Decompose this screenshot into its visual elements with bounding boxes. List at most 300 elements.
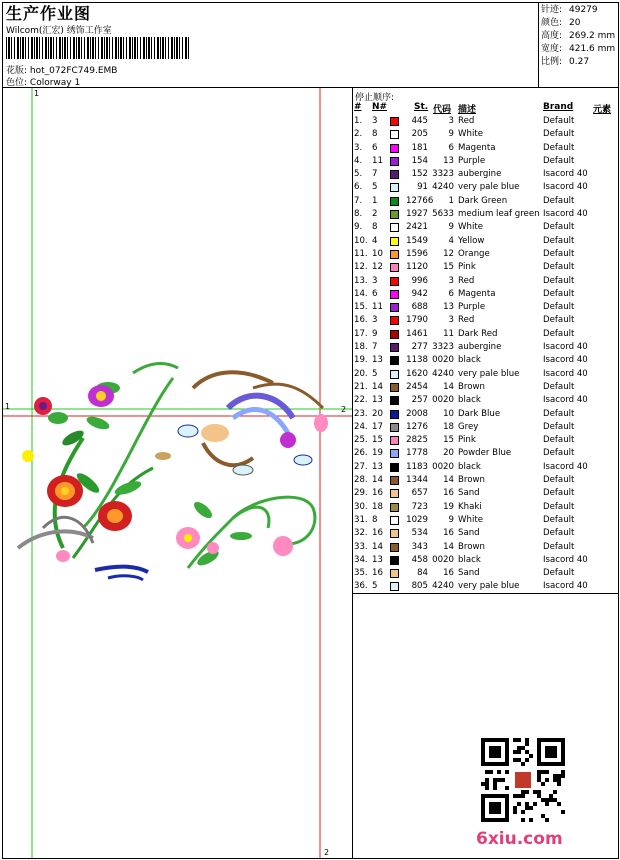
thread-code: 9	[448, 514, 454, 525]
needle-number: 9	[372, 328, 378, 339]
needle-number: 6	[372, 288, 378, 299]
table-row	[354, 514, 620, 527]
needle-number: 20	[372, 408, 383, 419]
thread-description: Khaki	[458, 501, 482, 512]
thread-description: Brown	[458, 475, 485, 486]
table-row	[354, 421, 620, 434]
thread-code: 9	[448, 222, 454, 233]
row-index: 27.	[354, 461, 368, 472]
thread-code: 0020	[432, 554, 454, 565]
guide-label-v2: 2	[324, 848, 330, 857]
color-swatch	[390, 183, 399, 192]
needle-number: 14	[372, 381, 383, 392]
row-index: 33.	[354, 541, 368, 552]
thread-brand: Default	[543, 315, 575, 326]
site-logo: 6xiu.com	[476, 829, 563, 849]
table-row	[354, 501, 620, 514]
row-index: 8.	[354, 209, 363, 220]
stitch-count: 2454	[406, 381, 428, 392]
needle-number: 18	[372, 501, 383, 512]
thread-description: Purple	[458, 155, 486, 166]
thread-description: Pink	[458, 435, 476, 446]
table-row	[354, 155, 620, 168]
color-swatch	[390, 516, 399, 525]
table-row	[354, 208, 620, 221]
stitch-count: 657	[411, 488, 428, 499]
thread-brand: Default	[543, 381, 575, 392]
thread-description: Dark Green	[458, 195, 508, 206]
needle-number: 5	[372, 581, 378, 592]
thread-description: Red	[458, 275, 475, 286]
thread-code: 4240	[432, 581, 454, 592]
stitch-count: 154	[411, 155, 428, 166]
thread-description: medium leaf green	[458, 209, 540, 220]
thread-brand: Default	[543, 248, 575, 259]
stitch-count: 1461	[406, 328, 428, 339]
thread-description: aubergine	[458, 169, 502, 180]
row-index: 36.	[354, 581, 368, 592]
table-row	[354, 447, 620, 460]
row-index: 10.	[354, 235, 368, 246]
stitch-count: 91	[417, 182, 428, 193]
stat-width: 宽度: 421.6 mm	[541, 44, 616, 54]
color-swatch	[390, 343, 399, 352]
guide-label-v1: 1	[34, 89, 40, 98]
color-swatch	[390, 250, 399, 259]
color-swatch	[390, 330, 399, 339]
row-index: 25.	[354, 435, 368, 446]
table-row	[354, 314, 620, 327]
thread-brand: Isacord 40	[543, 581, 588, 592]
thread-brand: Default	[543, 262, 575, 273]
thread-brand: Default	[543, 421, 575, 432]
thread-brand: Default	[543, 142, 575, 153]
needle-number: 11	[372, 302, 383, 313]
row-index: 30.	[354, 501, 368, 512]
color-swatch	[390, 436, 399, 445]
thread-brand: Default	[543, 488, 575, 499]
stitch-count: 152	[411, 169, 428, 180]
stitch-count: 2008	[406, 408, 428, 419]
table-row	[354, 341, 620, 354]
colorway-name: Colorway 1	[29, 78, 81, 88]
needle-number: 3	[372, 275, 378, 286]
thread-brand: Default	[543, 448, 575, 459]
stitch-count: 343	[411, 541, 428, 552]
row-index: 21.	[354, 381, 368, 392]
stitch-count: 2825	[406, 435, 428, 446]
row-index: 18.	[354, 342, 368, 353]
color-swatch	[390, 556, 399, 565]
color-swatch	[390, 197, 399, 206]
needle-number: 7	[372, 169, 378, 180]
needle-number: 16	[372, 568, 383, 579]
color-swatch	[390, 582, 399, 591]
stitch-count: 181	[411, 142, 428, 153]
row-index: 12.	[354, 262, 368, 273]
color-swatch	[390, 463, 399, 472]
thread-description: Red	[458, 315, 475, 326]
table-row	[354, 527, 620, 540]
thread-description: Brown	[458, 381, 485, 392]
colorway-line	[6, 75, 80, 88]
stitch-count: 1620	[406, 368, 428, 379]
design-canvas	[3, 88, 352, 858]
table-row	[354, 115, 620, 128]
row-index: 23.	[354, 408, 368, 419]
color-swatch	[390, 370, 399, 379]
thread-description: Pink	[458, 262, 476, 273]
row-index: 11.	[354, 248, 368, 259]
thread-brand: Default	[543, 302, 575, 313]
col-header-code: 代码	[433, 105, 452, 115]
row-index: 6.	[354, 182, 363, 193]
table-row	[354, 288, 620, 301]
thread-code: 6	[448, 288, 454, 299]
row-index: 24.	[354, 421, 368, 432]
table-row	[354, 434, 620, 447]
thread-code: 20	[443, 448, 454, 459]
stitch-count: 12766	[406, 195, 434, 206]
color-swatch	[390, 157, 399, 166]
color-swatch	[390, 316, 399, 325]
needle-number: 8	[372, 129, 378, 140]
thread-description: Sand	[458, 528, 480, 539]
stitch-count: 458	[411, 554, 428, 565]
row-index: 1.	[354, 116, 363, 126]
color-swatch	[390, 356, 399, 365]
row-index: 20.	[354, 368, 368, 379]
stitch-count: 1276	[406, 421, 428, 432]
stitch-count: 723	[411, 501, 428, 512]
thread-code: 4	[448, 235, 454, 246]
stitch-count: 1344	[406, 475, 428, 486]
thread-brand: Default	[543, 514, 575, 525]
thread-brand: Isacord 40	[543, 395, 588, 406]
needle-number: 5	[372, 182, 378, 193]
thread-code: 10	[443, 408, 454, 419]
thread-brand: Default	[543, 275, 575, 286]
stitch-count: 445	[411, 116, 428, 126]
thread-brand: Default	[543, 528, 575, 539]
thread-description: Brown	[458, 541, 485, 552]
thread-code: 15	[443, 435, 454, 446]
thread-brand: Default	[543, 116, 575, 126]
table-row	[354, 474, 620, 487]
thread-code: 13	[443, 302, 454, 313]
thread-code: 9	[448, 129, 454, 140]
thread-code: 14	[443, 475, 454, 486]
thread-brand: Default	[543, 568, 575, 579]
needle-number: 13	[372, 395, 383, 406]
stitch-count: 805	[411, 581, 428, 592]
color-swatch	[390, 263, 399, 272]
thread-brand: Default	[543, 328, 575, 339]
thread-description: Yellow	[458, 235, 485, 246]
color-swatch	[390, 489, 399, 498]
row-index: 17.	[354, 328, 368, 339]
thread-brand: Default	[543, 541, 575, 552]
thread-description: Purple	[458, 302, 486, 313]
stop-sequence-list	[354, 115, 620, 594]
col-header-description: 描述	[458, 105, 477, 115]
thread-description: Magenta	[458, 142, 496, 153]
stat-colors: 颜色: 20	[541, 18, 581, 28]
row-index: 4.	[354, 155, 363, 166]
stitch-count: 1596	[406, 248, 428, 259]
col-header-brand: Brand	[543, 102, 574, 112]
row-index: 22.	[354, 395, 368, 406]
thread-brand: Isacord 40	[543, 368, 588, 379]
qr-code	[481, 738, 565, 822]
thread-description: White	[458, 514, 483, 525]
thread-brand: Isacord 40	[543, 209, 588, 220]
color-swatch	[390, 569, 399, 578]
thread-code: 11	[443, 328, 454, 339]
table-row	[354, 235, 620, 248]
table-row	[354, 461, 620, 474]
stop-sequence-title: 停止顺序:	[355, 93, 395, 103]
thread-code: 13	[443, 155, 454, 166]
thread-brand: Isacord 40	[543, 342, 588, 353]
color-swatch	[390, 476, 399, 485]
thread-brand: Default	[543, 288, 575, 299]
thread-description: Red	[458, 116, 475, 126]
needle-number: 12	[372, 262, 383, 273]
thread-code: 18	[443, 421, 454, 432]
stat-stitches: 针迹: 49279	[541, 5, 598, 15]
table-row	[354, 248, 620, 261]
thread-brand: Isacord 40	[543, 554, 588, 565]
thread-code: 14	[443, 381, 454, 392]
table-row	[354, 275, 620, 288]
colorway-label: 色位:	[6, 78, 28, 88]
thread-description: Dark Blue	[458, 408, 501, 419]
stitch-count: 1120	[406, 262, 428, 273]
thread-code: 15	[443, 262, 454, 273]
barcode	[6, 37, 190, 59]
needle-number: 14	[372, 475, 383, 486]
thread-code: 16	[443, 568, 454, 579]
thread-brand: Default	[543, 435, 575, 446]
table-row	[354, 394, 620, 407]
stitch-count: 996	[411, 275, 428, 286]
row-index: 26.	[354, 448, 368, 459]
col-header-stitches: St.	[414, 102, 429, 112]
color-swatch	[390, 396, 399, 405]
thread-code: 16	[443, 528, 454, 539]
thread-code: 0020	[432, 395, 454, 406]
stitch-count: 534	[411, 528, 428, 539]
row-index: 14.	[354, 288, 368, 299]
row-index: 31.	[354, 514, 368, 525]
table-row	[354, 567, 620, 580]
panel-divider	[352, 88, 353, 859]
color-swatch	[390, 529, 399, 538]
thread-brand: Default	[543, 129, 575, 140]
thread-brand: Isacord 40	[543, 461, 588, 472]
row-index: 3.	[354, 142, 363, 153]
thread-description: black	[458, 461, 481, 472]
color-swatch	[390, 543, 399, 552]
table-row	[354, 381, 620, 394]
needle-number: 8	[372, 222, 378, 233]
thread-code: 1	[448, 195, 454, 206]
needle-number: 15	[372, 435, 383, 446]
table-row	[354, 408, 620, 421]
floral-embroidery-bottom	[176, 497, 315, 568]
needle-number: 19	[372, 448, 383, 459]
thread-code: 6	[448, 142, 454, 153]
thread-code: 3	[448, 116, 454, 126]
stitch-count: 1138	[406, 355, 428, 366]
table-row	[354, 554, 620, 567]
thread-brand: Default	[543, 408, 575, 419]
color-swatch	[390, 223, 399, 232]
color-swatch	[390, 303, 399, 312]
table-row	[354, 128, 620, 141]
stitch-count: 2421	[406, 222, 428, 233]
row-index: 9.	[354, 222, 363, 233]
color-swatch	[390, 277, 399, 286]
thread-description: aubergine	[458, 342, 502, 353]
page-title: 生产作业图	[6, 4, 92, 23]
col-header-element: 元素	[593, 105, 612, 115]
row-index: 34.	[354, 554, 368, 565]
color-swatch	[390, 410, 399, 419]
thread-description: Sand	[458, 488, 480, 499]
thread-brand: Isacord 40	[543, 169, 588, 180]
thread-description: very pale blue	[458, 182, 520, 193]
needle-number: 4	[372, 235, 378, 246]
thread-code: 3	[448, 315, 454, 326]
stitch-count: 1183	[406, 461, 428, 472]
stitch-count: 1778	[406, 448, 428, 459]
thread-code: 4240	[432, 182, 454, 193]
stitch-count: 257	[411, 395, 428, 406]
color-swatch	[390, 423, 399, 432]
thread-code: 3323	[432, 342, 454, 353]
studio-name: Wilcom(汇宏) 绣饰工作室	[6, 26, 112, 36]
needle-number: 3	[372, 315, 378, 326]
thread-description: Sand	[458, 568, 480, 579]
stats-divider	[538, 2, 539, 88]
row-index: 32.	[354, 528, 368, 539]
row-index: 15.	[354, 302, 368, 313]
guide-label-h1: 1	[5, 402, 11, 411]
thread-description: Powder Blue	[458, 448, 512, 459]
table-row	[354, 328, 620, 341]
row-index: 29.	[354, 488, 368, 499]
row-index: 19.	[354, 355, 368, 366]
needle-number: 16	[372, 528, 383, 539]
stitch-count: 1790	[406, 315, 428, 326]
stitch-count: 277	[411, 342, 428, 353]
table-row	[354, 261, 620, 274]
col-header-needle: N#	[372, 102, 388, 112]
stitch-count: 1927	[406, 209, 428, 220]
row-index: 2.	[354, 129, 363, 140]
table-row	[354, 354, 620, 367]
thread-description: black	[458, 395, 481, 406]
needle-number: 2	[372, 209, 378, 220]
stat-height: 高度: 269.2 mm	[541, 31, 616, 41]
thread-brand: Default	[543, 195, 575, 206]
row-index: 5.	[354, 169, 363, 180]
stat-scale: 比例: 0.27	[541, 57, 590, 67]
needle-number: 7	[372, 342, 378, 353]
thread-description: Orange	[458, 248, 490, 259]
thread-code: 16	[443, 488, 454, 499]
color-swatch	[390, 503, 399, 512]
color-swatch	[390, 130, 399, 139]
floral-embroidery-left	[18, 363, 178, 580]
file-label: 花版:	[6, 66, 28, 76]
color-swatch	[390, 144, 399, 153]
stitch-count: 1549	[406, 235, 428, 246]
thread-code: 19	[443, 501, 454, 512]
needle-number: 16	[372, 488, 383, 499]
table-row	[354, 142, 620, 155]
thread-description: Grey	[458, 421, 479, 432]
needle-number: 5	[372, 368, 378, 379]
thread-code: 12	[443, 248, 454, 259]
thread-brand: Default	[543, 501, 575, 512]
col-header-index: #	[354, 102, 362, 112]
guide-label-h2: 2	[341, 405, 347, 414]
table-row	[354, 487, 620, 500]
thread-brand: Default	[543, 475, 575, 486]
color-swatch	[390, 290, 399, 299]
needle-number: 13	[372, 355, 383, 366]
thread-description: White	[458, 129, 483, 140]
thread-brand: Default	[543, 222, 575, 233]
row-index: 35.	[354, 568, 368, 579]
thread-brand: Default	[543, 155, 575, 166]
row-index: 13.	[354, 275, 368, 286]
row-index: 7.	[354, 195, 363, 206]
color-swatch	[390, 449, 399, 458]
color-swatch	[390, 210, 399, 219]
thread-description: Magenta	[458, 288, 496, 299]
table-row	[354, 195, 620, 208]
color-swatch	[390, 237, 399, 246]
thread-code: 0020	[432, 355, 454, 366]
color-swatch	[390, 117, 399, 126]
needle-number: 13	[372, 554, 383, 565]
needle-number: 14	[372, 541, 383, 552]
needle-number: 3	[372, 116, 378, 126]
needle-number: 6	[372, 142, 378, 153]
thread-description: black	[458, 355, 481, 366]
thread-code: 14	[443, 541, 454, 552]
thread-code: 5633	[432, 209, 454, 220]
stitch-count: 1029	[406, 514, 428, 525]
needle-number: 17	[372, 421, 383, 432]
table-row	[354, 541, 620, 554]
color-swatch	[390, 383, 399, 392]
color-swatch	[390, 170, 399, 179]
thread-description: very pale blue	[458, 368, 520, 379]
thread-code: 3	[448, 275, 454, 286]
needle-number: 11	[372, 155, 383, 166]
table-row	[354, 301, 620, 314]
thread-description: White	[458, 222, 483, 233]
stitch-count: 84	[417, 568, 428, 579]
needle-number: 8	[372, 514, 378, 525]
needle-number: 10	[372, 248, 383, 259]
table-row	[354, 168, 620, 181]
